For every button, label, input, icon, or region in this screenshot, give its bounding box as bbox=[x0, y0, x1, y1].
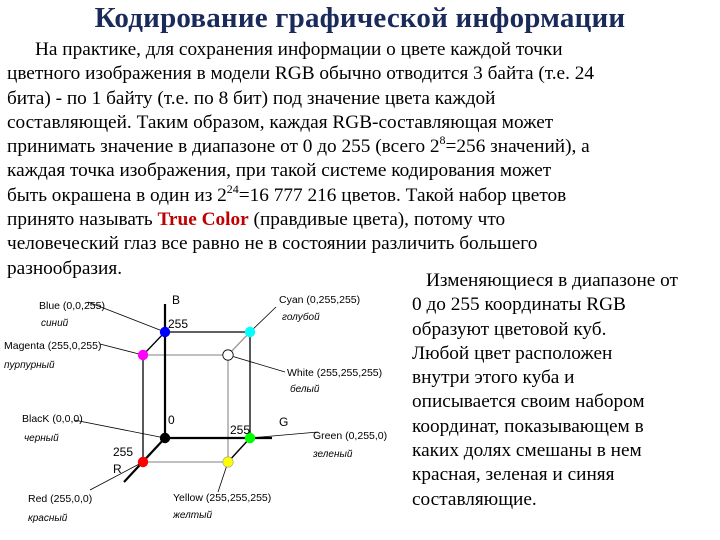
rgb-cube-diagram bbox=[0, 280, 412, 538]
page-title: Кодирование графической информации bbox=[94, 2, 626, 34]
magenta-label-ru: пурпурный bbox=[4, 360, 55, 371]
side-line: координат, показывающем в bbox=[412, 415, 644, 437]
leader-green bbox=[250, 432, 318, 438]
yellow-label: Yellow (255,255,255) bbox=[173, 492, 272, 504]
leader-cyan bbox=[250, 307, 276, 332]
side-line: каких долях смешаны в нем bbox=[412, 440, 642, 462]
blue-label-ru: синий bbox=[41, 318, 69, 329]
paragraph-line bbox=[7, 135, 715, 159]
axis-g-tick: 255 bbox=[230, 423, 251, 437]
side-paragraph bbox=[412, 269, 717, 512]
paragraph-line: На практике, для сохранения информации о цвете каждой точки bbox=[35, 39, 563, 60]
axis-b-tick: 255 bbox=[168, 317, 189, 331]
blue-label: Blue (0,0,255) bbox=[39, 300, 105, 312]
paragraph-line bbox=[7, 181, 715, 208]
paragraph-line: бита) - по 1 байту (т.е. по 8 бит) под значение цвета каждой bbox=[7, 87, 496, 109]
yellow-label-ru: желтый bbox=[173, 510, 212, 521]
side-line: описывается своим набором bbox=[412, 391, 645, 413]
yellow-dot bbox=[223, 457, 233, 467]
cube-front-edges bbox=[143, 332, 250, 462]
green-label-ru: зеленый bbox=[313, 449, 353, 460]
exponent: 24 bbox=[226, 181, 239, 196]
paragraph-line: человеческий глаз все равно не в состоянии различить большего bbox=[7, 233, 538, 255]
main-paragraph bbox=[7, 38, 715, 281]
paragraph-text: =16 777 216 цветов. Такой набор цветов bbox=[238, 184, 567, 206]
exponent: 8 bbox=[439, 133, 446, 148]
paragraph-text: быть окрашена в один из 2 bbox=[7, 184, 227, 206]
cyan-label-ru: голубой bbox=[282, 312, 320, 323]
black-label-ru: черный bbox=[24, 433, 59, 444]
paragraph-line: разнообразия. bbox=[7, 257, 123, 279]
leader-black bbox=[74, 420, 165, 438]
paragraph-line: цветного изображения в модели RGB обычно отводится 3 байта (т.е. 24 bbox=[7, 63, 595, 85]
black-label: BlacK (0,0,0) bbox=[22, 413, 83, 425]
cyan-label: Cyan (0,255,255) bbox=[279, 294, 361, 306]
red-label: Red (255,0,0) bbox=[28, 493, 93, 505]
magenta-dot bbox=[138, 350, 148, 360]
red-dot bbox=[138, 457, 148, 467]
paragraph-line: составляющей. Таким образом, каждая RGB-составляющая может bbox=[7, 111, 554, 133]
axis-r-tick: 255 bbox=[113, 445, 134, 459]
side-line: внутри этого куба и bbox=[412, 367, 575, 389]
leader-lines bbox=[74, 302, 318, 492]
white-dot bbox=[223, 350, 233, 360]
axis-b-label: B bbox=[172, 293, 181, 307]
green-label: Green (0,255,0) bbox=[313, 430, 388, 442]
paragraph-line bbox=[7, 208, 715, 232]
side-line: образуют цветовой куб. bbox=[412, 318, 607, 340]
red-label-ru: красный bbox=[28, 513, 68, 524]
side-line: Изменяющиеся в диапазоне от bbox=[426, 270, 678, 291]
side-line: красная, зеленая и синяя bbox=[412, 464, 615, 486]
leader-white bbox=[228, 355, 285, 372]
black-dot bbox=[160, 433, 170, 443]
white-label-ru: белый bbox=[290, 384, 320, 395]
paragraph-text: =256 значений), а bbox=[445, 136, 590, 158]
white-label: White (255,255,255) bbox=[287, 367, 383, 379]
cyan-dot bbox=[245, 327, 255, 337]
side-line: 0 до 255 координаты RGB bbox=[412, 294, 626, 316]
paragraph-line: каждая точка изображения, при такой системе кодирования может bbox=[7, 160, 552, 182]
paragraph-text: принято называть bbox=[7, 209, 158, 231]
axis-r-label: R bbox=[113, 462, 122, 476]
axis-g-label: G bbox=[279, 415, 289, 429]
true-color-term: True Color bbox=[157, 209, 249, 231]
origin-label: 0 bbox=[168, 413, 175, 427]
side-line: составляющие. bbox=[412, 488, 537, 510]
magenta-label: Magenta (255,0,255) bbox=[4, 340, 102, 352]
leader-magenta bbox=[100, 344, 143, 355]
cube-back-edges bbox=[143, 332, 250, 462]
paragraph-text: (правдивые цвета), потому что bbox=[248, 209, 506, 231]
paragraph-text: принимать значение в диапазоне от 0 до 255 (всего 2 bbox=[7, 136, 440, 158]
side-line: Любой цвет расположен bbox=[412, 342, 613, 364]
